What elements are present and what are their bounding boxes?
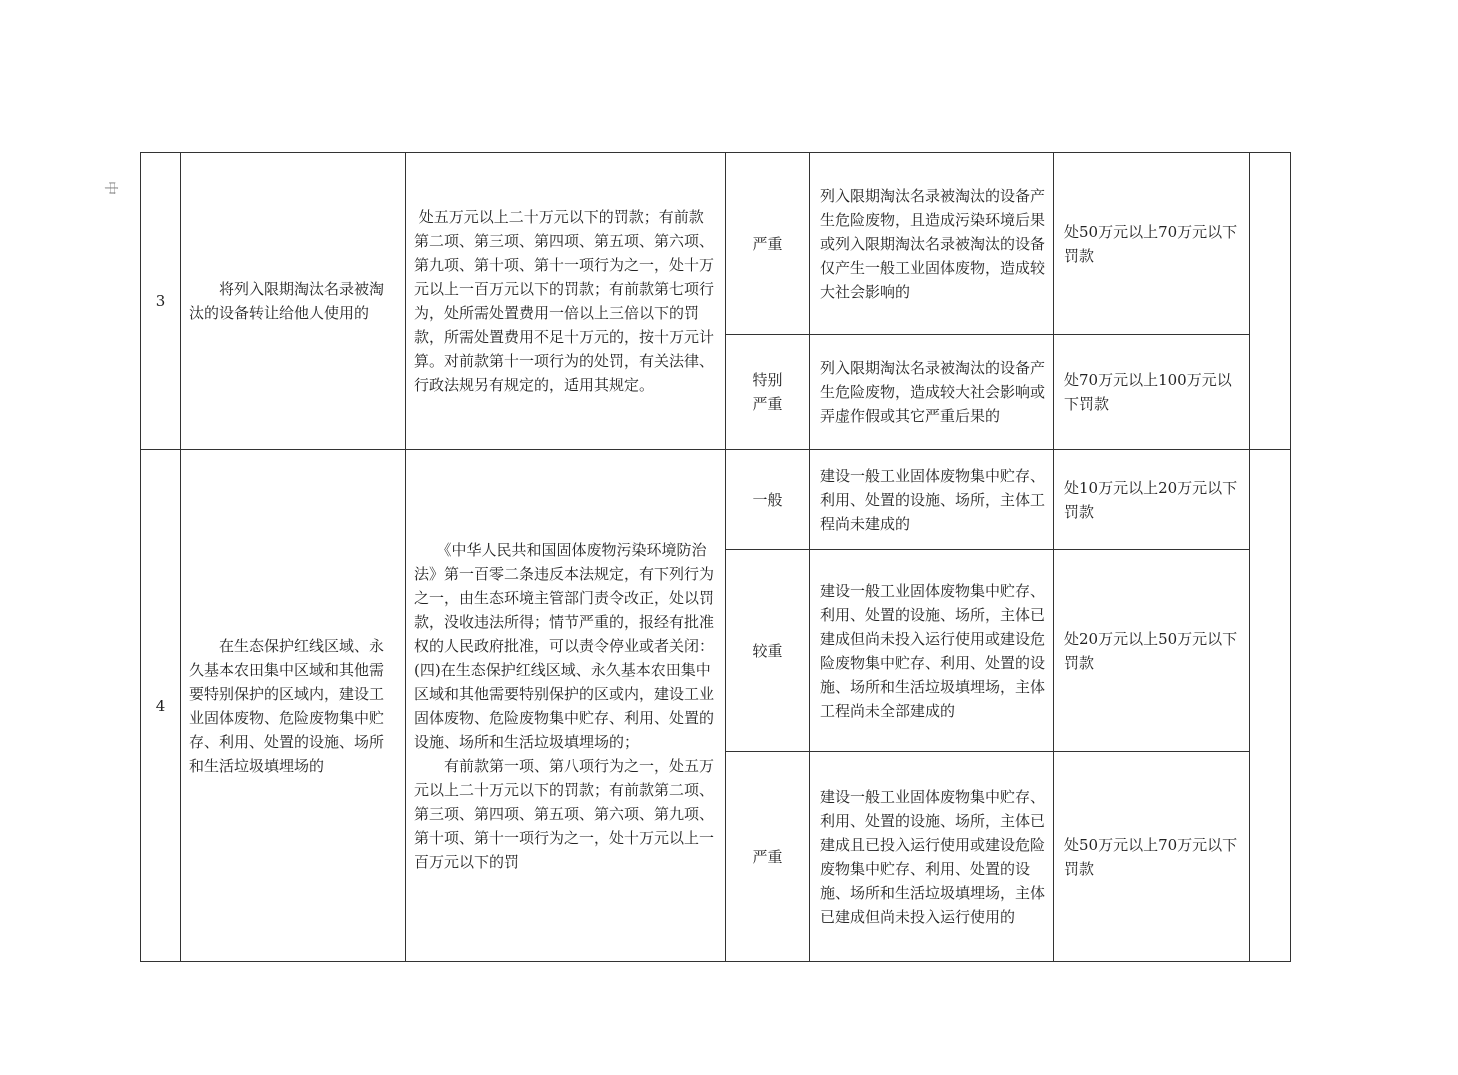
penalty-standard: 处20万元以上50万元以下罚款 [1054, 550, 1250, 752]
penalty-discretion-table [140, 152, 1291, 962]
severity-level: 严重 [726, 752, 810, 962]
violation-behavior: 在生态保护红线区域、永久基本农田集中区域和其他需要特别保护的区域内，建设工业固体废物、危险废物集中贮存、利用、处置的设施、场所和生活垃圾填埋场的 [181, 450, 406, 962]
penalty-standard: 处50万元以上70万元以下罚款 [1054, 153, 1250, 335]
circumstance-description: 列入限期淘汰名录被淘汰的设备产生危险废物，造成较大社会影响或弄虚作假或其它严重后果的 [810, 335, 1054, 450]
legal-basis: 《中华人民共和国固体废物污染环境防治法》第一百零二条违反本法规定，有下列行为之一，由生态环境主管部门责令改正，处以罚款，没收违法所得；情节严重的，报经有批准权的人民政府批准，可以责令停业或者关闭： (四)在生态保护红线区域、永久基本农田集中区域和其他需要特别保护的区或内，建设工业固体废物、危险废物集中贮存、利用、处置的设施、场所和生活垃圾填埋场的； 有前款第一项、第八项行为之一，处五万元以上二十万元以下的罚款；有前款第二项、第三项、第四项、第五项、第六项、第九项、第十项、第十一项行为之一，处十万元以上一百万元以下的罚 [406, 450, 726, 962]
severity-level: 较重 [726, 550, 810, 752]
circumstance-description: 建设一般工业固体废物集中贮存、利用、处置的设施、场所，主体工程尚未建成的 [810, 450, 1054, 550]
table-row [141, 450, 1291, 550]
penalty-standard: 处10万元以上20万元以下罚款 [1054, 450, 1250, 550]
row-number: 4 [141, 450, 181, 962]
circumstance-description: 建设一般工业固体废物集中贮存、利用、处置的设施、场所，主体已建成但尚未投入运行使用或建设危险废物集中贮存、利用、处置的设施、场所和生活垃圾填埋场，主体工程尚未全部建成的 [810, 550, 1054, 752]
violation-behavior: 将列入限期淘汰名录被淘汰的设备转让给他人使用的 [181, 153, 406, 450]
circumstance-description: 建设一般工业固体废物集中贮存、利用、处置的设施、场所，主体已建成且已投入运行使用或建设危险废物集中贮存、利用、处置的设施、场所和生活垃圾填埋场，主体已建成但尚未投入运行使用的 [810, 752, 1054, 962]
remarks-cell [1250, 450, 1291, 962]
circumstance-description: 列入限期淘汰名录被淘汰的设备产生危险废物，且造成污染环境后果或列入限期淘汰名录被淘汰的设备仅产生一般工业固体废物，造成较大社会影响的 [810, 153, 1054, 335]
penalty-standard: 处70万元以上100万元以下罚款 [1054, 335, 1250, 450]
penalty-standard: 处50万元以上70万元以下罚款 [1054, 752, 1250, 962]
severity-level: 一般 [726, 450, 810, 550]
row-number: 3 [141, 153, 181, 450]
side-mark: 中 [102, 181, 118, 195]
legal-basis: 处五万元以上二十万元以下的罚款；有前款第二项、第三项、第四项、第五项、第六项、第九项、第十项、第十一项行为之一，处十万元以上一百万元以下的罚款；有前款第七项行为，处所需处置费用一倍以上三倍以下的罚款，所需处置费用不足十万元的，按十万元计算。对前款第十一项行为的处罚，有关法律、行政法规另有规定的，适用其规定。 [406, 153, 726, 450]
severity-level: 特别 严重 [726, 335, 810, 450]
table-row [141, 153, 1291, 335]
severity-level: 严重 [726, 153, 810, 335]
remarks-cell [1250, 153, 1291, 450]
